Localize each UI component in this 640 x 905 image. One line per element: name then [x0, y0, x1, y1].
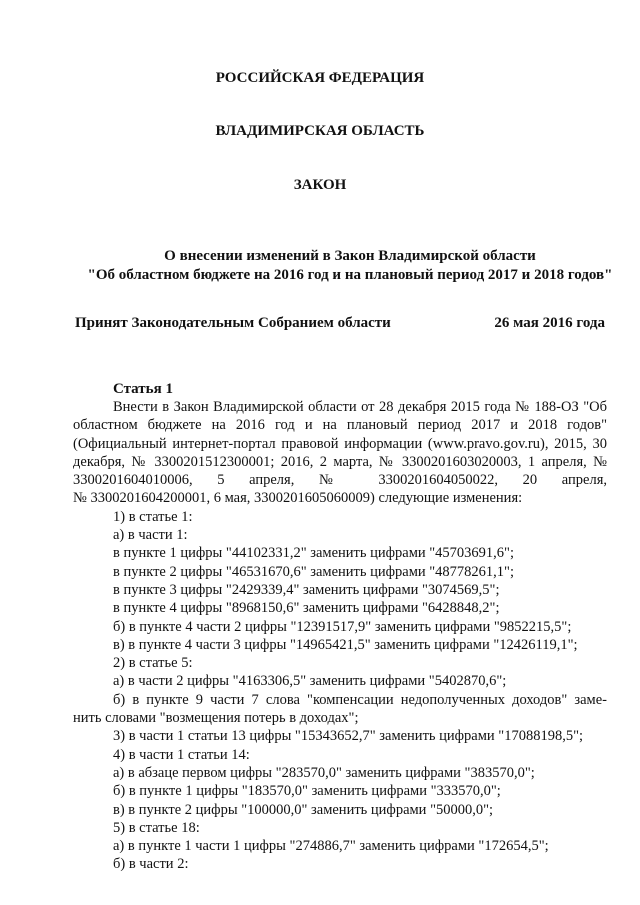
document-type-heading: ЗАКОН: [293, 177, 347, 193]
list-item: в) в пункте 2 цифры "100000,0" заменить цифрами "50000,0";: [113, 801, 494, 818]
list-item: 3) в части 1 статьи 13 цифры "15343652,7" заменить цифрами "17088198,5";: [113, 728, 584, 745]
list-item: в пункте 2 цифры "46531670,6" заменить цифрами "48778261,1";: [113, 563, 515, 580]
article-intro: Внести в Закон Владимирской области от 28 декабря 2015 года № 188-ОЗ "Об областном бюджете на 2016 год и на плановый период 2017 и 2018 годов" (Официальный интернет-портал правовой информации (www.pravo.gov.ru), 2015, 30 декабря, № 3300201512300001; 2016, 2 марта, № 3300201603020003, 1 апреля, № 3300201604010006, 5 апреля, № 3300201604050022, 20 апреля,: [73, 399, 607, 489]
article-intro-end: № 3300201604200001, 6 мая, 3300201605060009) следующие изменения:: [73, 490, 523, 507]
list-item: а) в абзаце первом цифры "283570,0" заменить цифрами "383570,0";: [113, 764, 535, 781]
adoption-text: Принят Законодательным Собранием области: [75, 315, 391, 331]
list-item-wrapped-end: нить словами "возмещения потерь в доходах";: [73, 710, 359, 727]
list-item: 2) в статье 5:: [113, 655, 193, 672]
region-heading: ВЛАДИМИРСКАЯ ОБЛАСТЬ: [215, 123, 425, 139]
adoption-date: 26 мая 2016 года: [494, 315, 605, 331]
list-item: б) в пункте 1 цифры "183570,0" заменить цифрами "333570,0";: [113, 783, 501, 800]
law-title-line-1: О внесении изменений в Закон Владимирской области: [164, 248, 536, 264]
list-item: б) в части 2:: [113, 856, 189, 873]
country-heading: РОССИЙСКАЯ ФЕДЕРАЦИЯ: [215, 70, 425, 86]
list-item: 4) в части 1 статьи 14:: [113, 746, 250, 763]
list-item: 5) в статье 18:: [113, 819, 200, 836]
list-item: а) в пункте 1 части 1 цифры "274886,7" заменить цифрами "172654,5";: [113, 838, 549, 855]
list-item: 1) в статье 1:: [113, 508, 193, 525]
list-item: а) в части 2 цифры "4163306,5" заменить цифрами "5402870,6";: [113, 673, 507, 690]
article-body: [73, 398, 607, 874]
list-item: в пункте 4 цифры "8968150,6" заменить цифрами "6428848,2";: [113, 600, 500, 617]
list-item: в пункте 3 цифры "2429339,4" заменить цифрами "3074569,5";: [113, 581, 500, 598]
list-item: б) в пункте 4 части 2 цифры "12391517,9" заменить цифрами "9852215,5";: [113, 618, 572, 635]
article-title: Статья 1: [113, 381, 173, 397]
list-item-wrapped: б) в пункте 9 части 7 слова "компенсации недополученных доходов" заме-: [113, 691, 607, 708]
list-item: в) в пункте 4 части 3 цифры "14965421,5" заменить цифрами "12426119,1";: [113, 636, 578, 653]
law-title-line-2: "Об областном бюджете на 2016 год и на плановый период 2017 и 2018 годов": [87, 267, 613, 283]
law-title: [60, 247, 640, 285]
list-item: а) в части 1:: [113, 527, 188, 544]
list-item: в пункте 1 цифры "44102331,2" заменить цифрами "45703691,6";: [113, 545, 515, 562]
adoption-line: [75, 314, 605, 332]
